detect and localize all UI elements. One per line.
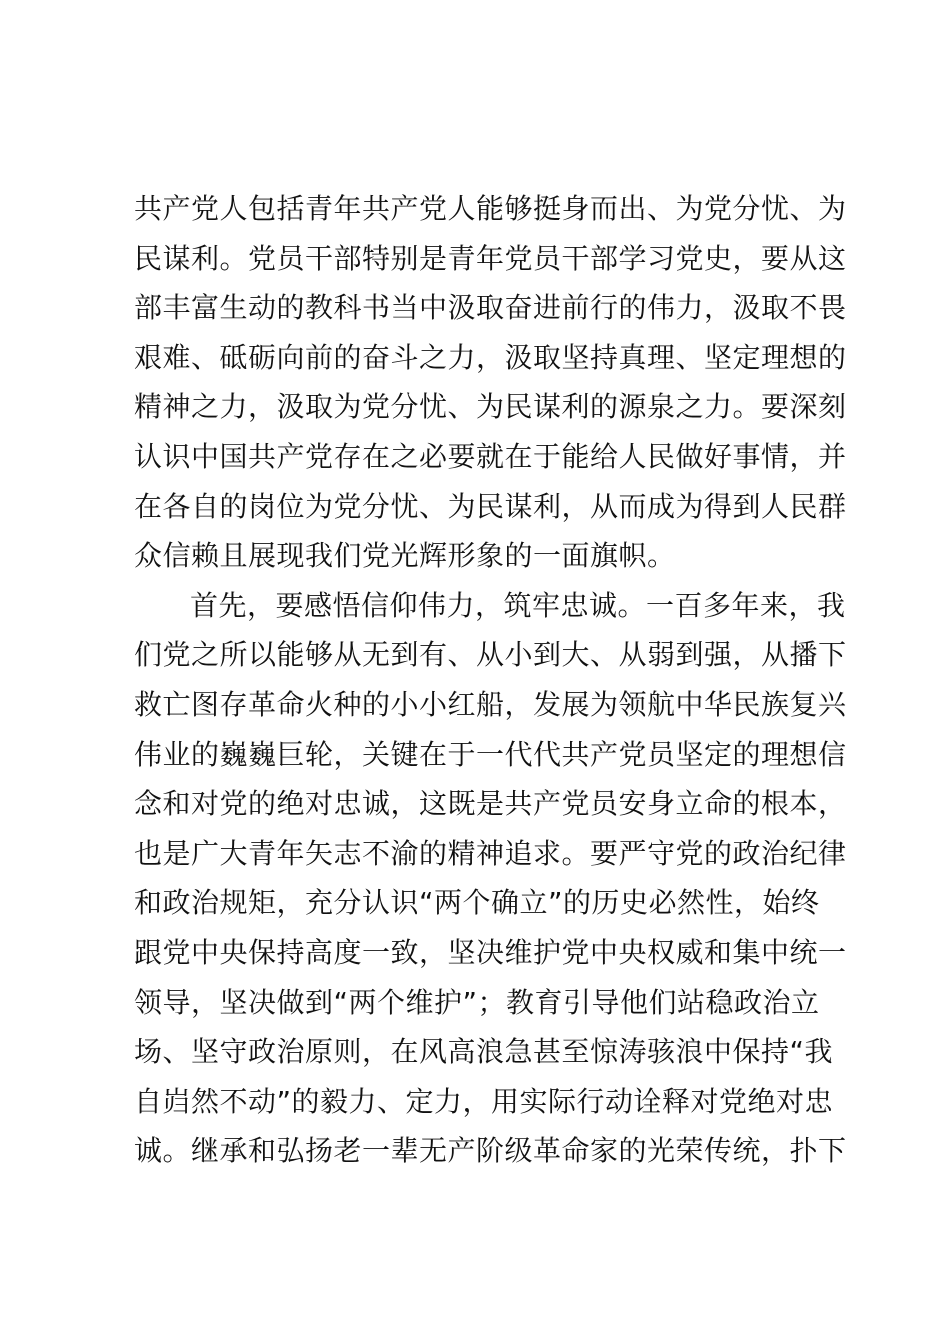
text-line: 部丰富生动的教科书当中汲取奋进前行的伟力，汲取不畏 [134,291,847,325]
body-text [134,184,847,1176]
text-line: 们党之所以能够从无到有、从小到大、从弱到强，从播下 [134,638,847,672]
text-line: 念和对党的绝对忠诚，这既是共产党员安身立命的根本， [134,787,847,821]
text-line: 和政治规矩，充分认识“两个确立”的历史必然性，始终 [134,886,820,920]
text-line: 场、坚守政治原则，在风高浪急甚至惊涛骇浪中保持“我 [134,1035,834,1069]
text-line: 救亡图存革命火种的小小红船，发展为领航中华民族复兴 [134,687,847,721]
text-line: 跟党中央保持高度一致，坚决维护党中央权威和集中统一 [134,935,847,969]
text-line: 诚。继承和弘扬老一辈无产阶级革命家的光荣传统，扑下 [134,1134,847,1168]
text-line: 伟业的巍巍巨轮，关键在于一代代共产党员坚定的理想信 [134,737,847,771]
text-line: 认识中国共产党存在之必要就在于能给人民做好事情，并 [134,439,847,473]
text-line: 众信赖且展现我们党光辉形象的一面旗帜。 [134,539,676,573]
text-line: 在各自的岗位为党分忧、为民谋利，从而成为得到人民群 [134,489,847,523]
text-line: 共产党人包括青年共产党人能够挺身而出、为党分忧、为 [134,192,847,225]
text-line: 民谋利。党员干部特别是青年党员干部学习党史，要从这 [134,241,847,275]
text-line: 艰难、砥砺向前的奋斗之力，汲取坚持真理、坚定理想的 [134,340,847,374]
text-line: 也是广大青年矢志不渝的精神追求。要严守党的政治纪律 [134,836,847,870]
text-line: 精神之力，汲取为党分忧、为民谋利的源泉之力。要深刻 [134,390,847,424]
text-line: 领导，坚决做到“两个维护”；教育引导他们站稳政治立 [134,985,820,1019]
text-line: 自岿然不动”的毅力、定力，用实际行动诠释对党绝对忠 [134,1084,834,1118]
paragraph-start-line: 首先，要感悟信仰伟力，筑牢忠诚。一百多年来，我 [190,588,846,622]
